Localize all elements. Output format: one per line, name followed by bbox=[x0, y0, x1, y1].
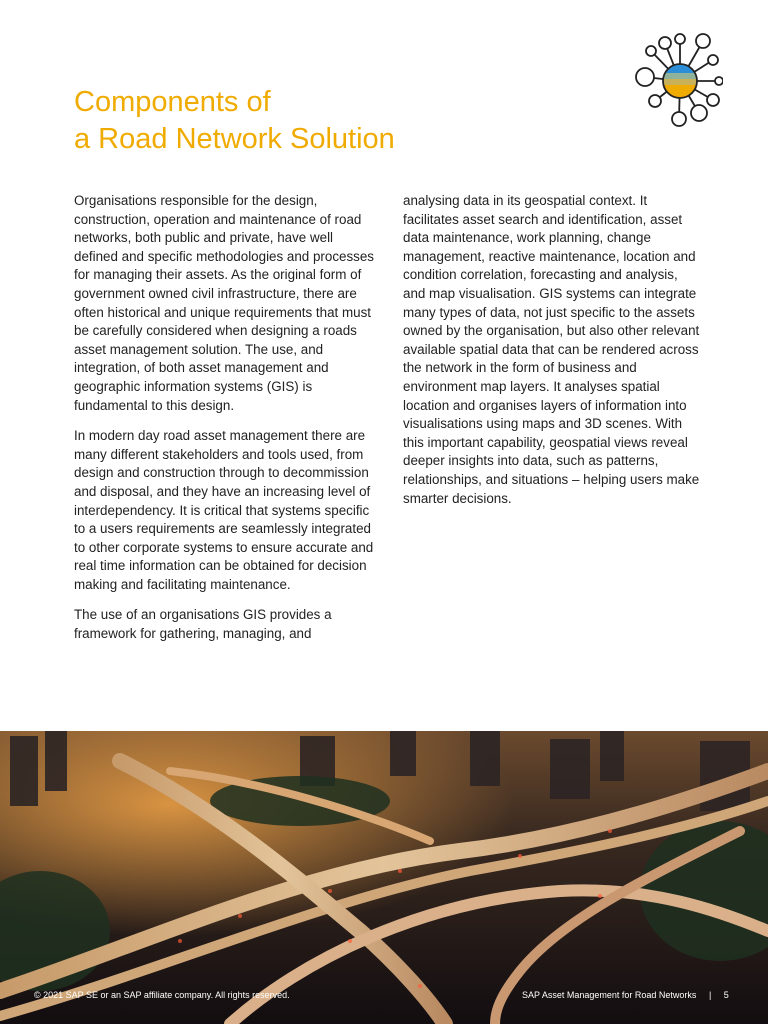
footer-copyright: © 2021 SAP SE or an SAP affiliate company. All rights reserved. bbox=[34, 990, 290, 1000]
highway-interchange-photo bbox=[0, 731, 768, 1024]
page-title-line-1: Components of bbox=[74, 86, 271, 118]
body-column-left bbox=[74, 192, 374, 656]
body-paragraph-2: In modern day road asset management there are many different stakeholders and tools used, from design and construction through to decommission and disposal, and they have an increasing level of interdependency. It is critical that systems specific to a users requirements are seamlessly integrated to other corporate systems to ensure accurate and real time information can be obtained for decision making and facilitating maintenance. bbox=[74, 428, 374, 592]
body-paragraph-1: Organisations responsible for the design, construction, operation and maintenance of road networks, both public and private, have well defined and specific methodologies and processes for managing their assets. As the original form of government owned civil infrastructure, there are often historical and unique requirements that must be carefully considered when designing a roads asset management solution. The use, and integration, of both asset management and geographic information systems (GIS) is fundamental to this design. bbox=[74, 193, 374, 413]
page-title-line-2: a Road Network Solution bbox=[74, 123, 395, 155]
footer-doc-title: SAP Asset Management for Road Networks bbox=[522, 990, 697, 1000]
footer-page-number: 5 bbox=[723, 990, 729, 1000]
footer-doc-info bbox=[522, 990, 729, 1000]
page-title bbox=[74, 84, 395, 158]
body-paragraph-3: The use of an organisations GIS provides a framework for gathering, managing, and bbox=[74, 607, 332, 642]
body-paragraph-4: analysing data in its geospatial context. It facilitates asset search and identification, asset data maintenance, work planning, change management, reactive maintenance, location and condition correlation, forecasting and analysis, and map visualisation. GIS systems can integrate many types of data, not just specific to the assets owned by the organisation, but also other relevant available spatial data that can be rendered across the network in the form of business and environment map layers. It analyses spatial location and organises layers of information into visualisations using maps and 3D scenes. With this important capability, geospatial views reveal deeper insights into data, such as patterns, relationships, and situations – helping users make smarter decisions. bbox=[403, 193, 700, 506]
body-column-right bbox=[403, 192, 703, 520]
footer-separator: | bbox=[708, 990, 712, 1000]
network-nodes-icon bbox=[633, 31, 723, 127]
